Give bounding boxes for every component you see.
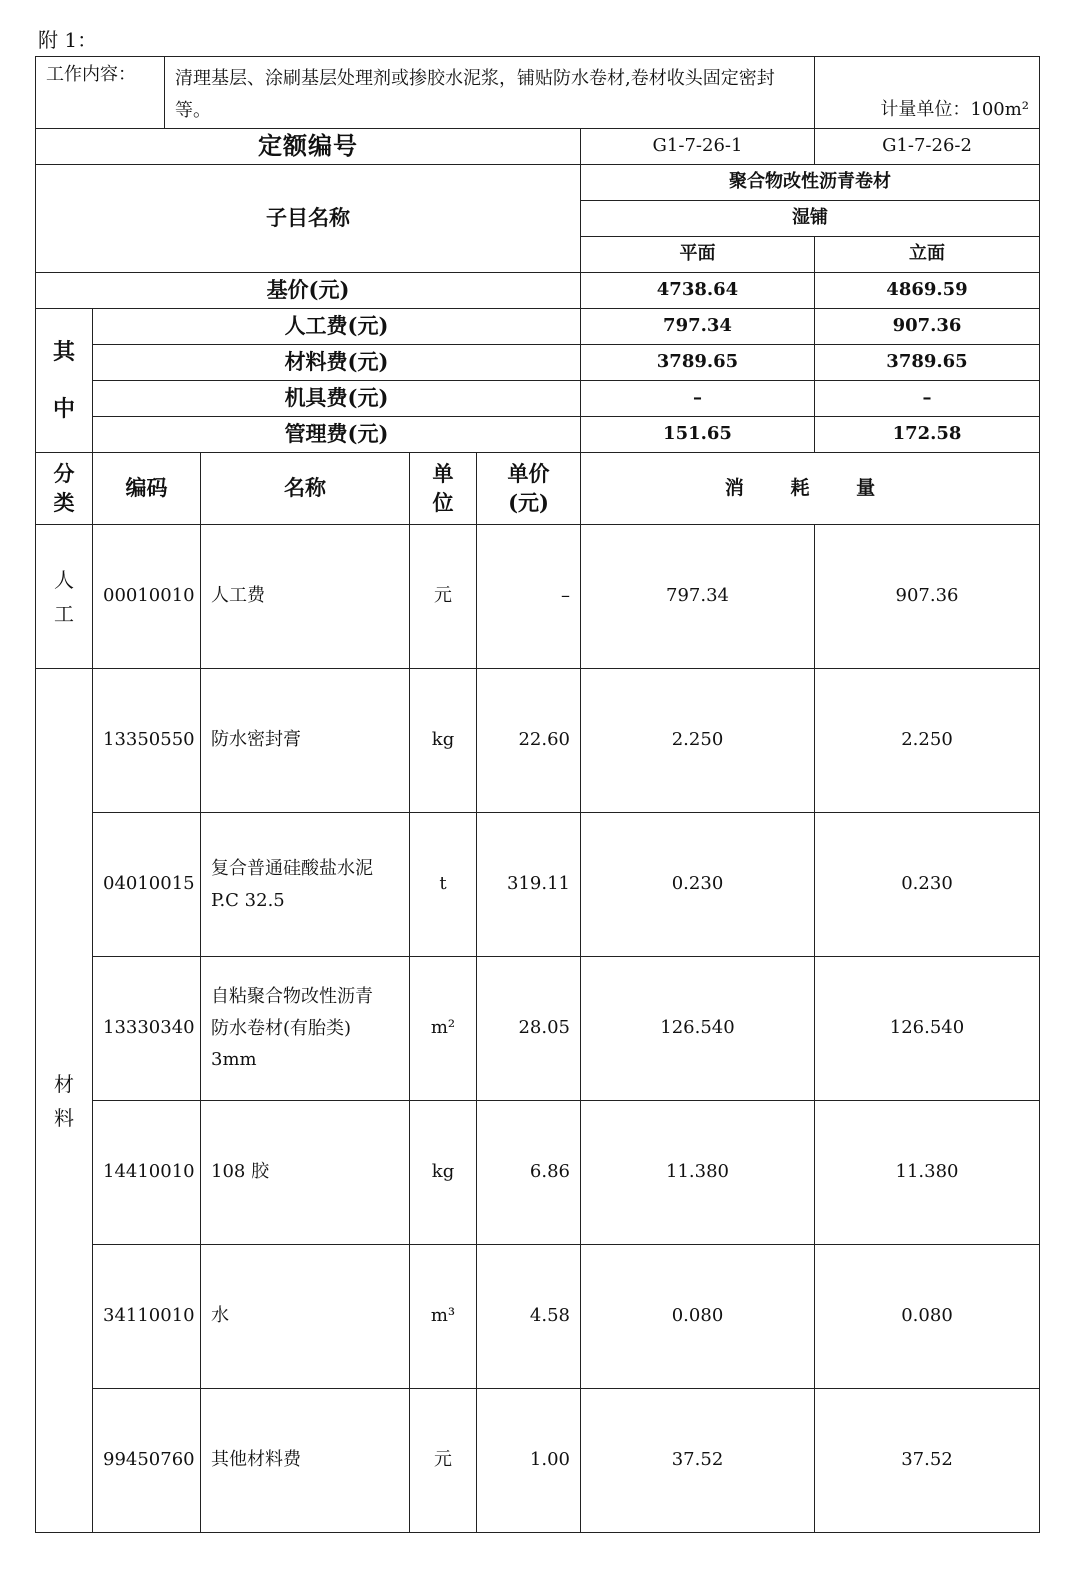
work-content-label: 工作内容： — [36, 57, 165, 129]
table-row — [36, 1389, 1040, 1533]
item-consumption-1: 797.34 — [581, 525, 815, 669]
item-unit: 元 — [410, 525, 477, 669]
item-name-label: 子目名称 — [36, 165, 581, 273]
item-code: 04010015 — [93, 813, 201, 957]
item-consumption-2: 0.080 — [815, 1245, 1040, 1389]
breakdown-row — [36, 417, 1040, 453]
labor-cost-value-2: 907.36 — [815, 309, 1040, 345]
col-category: 分 类 — [36, 453, 93, 525]
material-cost-label: 材料费(元) — [93, 345, 581, 381]
annex-label: 附 1： — [38, 28, 98, 52]
breakdown-group-label: 其 中 — [36, 309, 93, 453]
item-consumption-2: 907.36 — [815, 525, 1040, 669]
col-unit: 单 位 — [410, 453, 477, 525]
item-code: 13330340 — [93, 957, 201, 1101]
item-price: 1.00 — [477, 1389, 581, 1533]
quota-code-row — [36, 129, 1040, 165]
table-row — [36, 525, 1040, 669]
item-unit: t — [410, 813, 477, 957]
item-consumption-2: 126.540 — [815, 957, 1040, 1101]
col-consumption: 消 耗 量 — [581, 453, 1040, 525]
item-unit: 元 — [410, 1389, 477, 1533]
item-consumption-1: 2.250 — [581, 669, 815, 813]
table-row — [36, 669, 1040, 813]
table-row — [36, 1101, 1040, 1245]
item-consumption-1: 37.52 — [581, 1389, 815, 1533]
item-consumption-2: 11.380 — [815, 1101, 1040, 1245]
item-name: 自粘聚合物改性沥青 防水卷材(有胎类) 3mm — [201, 957, 410, 1101]
table-row — [36, 813, 1040, 957]
item-name-row — [36, 165, 1040, 201]
item-code: 34110010 — [93, 1245, 201, 1389]
material-cost-value-2: 3789.65 — [815, 345, 1040, 381]
item-price: 22.60 — [477, 669, 581, 813]
item-consumption-1: 0.080 — [581, 1245, 815, 1389]
equipment-cost-value-1: – — [581, 381, 815, 417]
breakdown-row — [36, 345, 1040, 381]
item-name: 防水密封膏 — [201, 669, 410, 813]
category-material: 材 料 — [36, 669, 93, 1533]
item-unit: kg — [410, 1101, 477, 1245]
item-consumption-1: 0.230 — [581, 813, 815, 957]
work-content-row — [36, 57, 1040, 129]
base-price-label: 基价(元) — [36, 273, 581, 309]
variant-vertical: 立面 — [815, 237, 1040, 273]
material-cost-value-1: 3789.65 — [581, 345, 815, 381]
breakdown-row — [36, 309, 1040, 345]
item-code: 99450760 — [93, 1389, 201, 1533]
management-cost-value-2: 172.58 — [815, 417, 1040, 453]
col-code: 编码 — [93, 453, 201, 525]
item-consumption-1: 11.380 — [581, 1101, 815, 1245]
item-code: 13350550 — [93, 669, 201, 813]
labor-cost-label: 人工费(元) — [93, 309, 581, 345]
laying-method: 湿铺 — [581, 201, 1040, 237]
item-price: 319.11 — [477, 813, 581, 957]
col-unit-price: 单价 (元) — [477, 453, 581, 525]
item-name: 水 — [201, 1245, 410, 1389]
variant-flat: 平面 — [581, 237, 815, 273]
item-price: – — [477, 525, 581, 669]
measurement-unit: 计量单位：100m² — [815, 57, 1040, 129]
item-consumption-2: 37.52 — [815, 1389, 1040, 1533]
item-unit: kg — [410, 669, 477, 813]
item-consumption-2: 0.230 — [815, 813, 1040, 957]
category-labor: 人 工 — [36, 525, 93, 669]
material-type: 聚合物改性沥青卷材 — [581, 165, 1040, 201]
table-row — [36, 1245, 1040, 1389]
quota-code-2: G1-7-26-2 — [815, 129, 1040, 165]
labor-cost-value-1: 797.34 — [581, 309, 815, 345]
base-price-row — [36, 273, 1040, 309]
item-price: 6.86 — [477, 1101, 581, 1245]
item-consumption-1: 126.540 — [581, 957, 815, 1101]
item-name: 108 胶 — [201, 1101, 410, 1245]
col-name: 名称 — [201, 453, 410, 525]
item-code: 14410010 — [93, 1101, 201, 1245]
quota-code-1: G1-7-26-1 — [581, 129, 815, 165]
breakdown-row — [36, 381, 1040, 417]
quota-code-label: 定额编号 — [36, 129, 581, 165]
base-price-value-2: 4869.59 — [815, 273, 1040, 309]
item-unit: m³ — [410, 1245, 477, 1389]
item-price: 4.58 — [477, 1245, 581, 1389]
column-header-row — [36, 453, 1040, 525]
item-name: 复合普通硅酸盐水泥 P.C 32.5 — [201, 813, 410, 957]
item-name: 其他材料费 — [201, 1389, 410, 1533]
item-consumption-2: 2.250 — [815, 669, 1040, 813]
base-price-value-1: 4738.64 — [581, 273, 815, 309]
item-unit: m² — [410, 957, 477, 1101]
item-price: 28.05 — [477, 957, 581, 1101]
work-content-text: 清理基层、涂刷基层处理剂或掺胶水泥浆，铺贴防水卷材,卷材收头固定密封等。 — [165, 57, 815, 129]
equipment-cost-label: 机具费(元) — [93, 381, 581, 417]
management-cost-label: 管理费(元) — [93, 417, 581, 453]
item-code: 00010010 — [93, 525, 201, 669]
management-cost-value-1: 151.65 — [581, 417, 815, 453]
equipment-cost-value-2: – — [815, 381, 1040, 417]
table-row — [36, 957, 1040, 1101]
quota-table — [35, 56, 1040, 1533]
item-name: 人工费 — [201, 525, 410, 669]
